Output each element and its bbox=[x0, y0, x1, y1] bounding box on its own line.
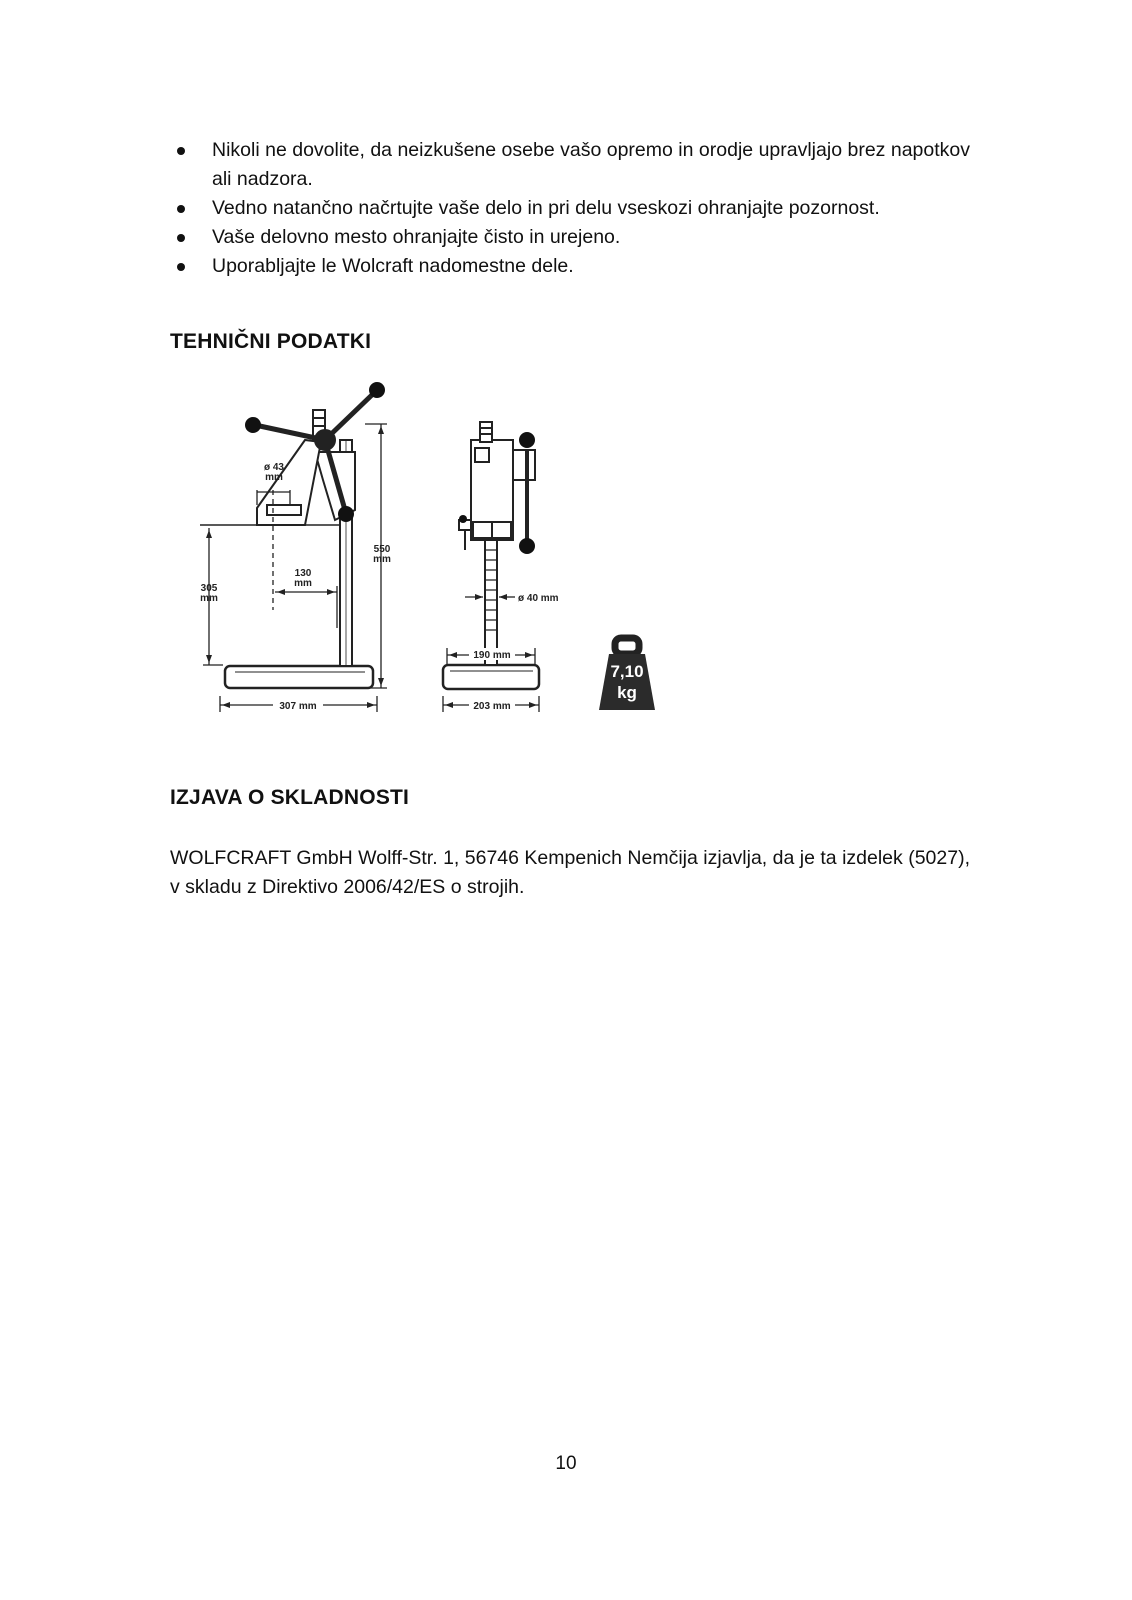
dimension-label-reach-unit: mm bbox=[294, 578, 312, 589]
bullet-item: Vaše delovno mesto ohranjajte čisto in urejeno. bbox=[170, 223, 970, 252]
dimension-label-reach: 130 bbox=[294, 568, 312, 579]
section-heading-declaration: IZJAVA O SKLADNOSTI bbox=[170, 786, 410, 809]
bullet-item: Nikoli ne dovolite, da neizkušene osebe vašo opremo in orodje upravljajo brez napotkov ali nadzora. bbox=[170, 136, 970, 194]
weight-value: 7,10 bbox=[610, 662, 644, 681]
dimension-label-column-diameter: ø 40 mm bbox=[518, 593, 559, 604]
bullet-item: Uporabljajte le Wolcraft nadomestne dele. bbox=[170, 252, 970, 281]
dimension-label-base-depth: 307 mm bbox=[279, 701, 317, 712]
weight-unit: kg bbox=[617, 683, 637, 702]
dimension-label-total-height: 550 bbox=[373, 544, 391, 555]
dimension-label-bore-unit: mm bbox=[265, 472, 283, 483]
weight-icon bbox=[599, 638, 655, 710]
dimension-label-base-inner: 190 mm bbox=[473, 650, 511, 661]
technical-drawing bbox=[195, 380, 675, 730]
dimension-label-base-width: 203 mm bbox=[473, 701, 511, 712]
bullet-item: Vedno natančno načrtujte vaše delo in pri delu vseskozi ohranjajte pozornost. bbox=[170, 194, 970, 223]
declaration-text: WOLFCRAFT GmbH Wolff-Str. 1, 56746 Kempenich Nemčija izjavlja, da je ta izdelek (5027), v skladu z Direktivo 2006/42/ES o strojih. bbox=[170, 847, 970, 898]
side-view-drawing bbox=[200, 392, 375, 688]
dimension-label-bore: ø 43 bbox=[263, 462, 285, 473]
dimension-label-total-height-unit: mm bbox=[373, 554, 391, 565]
safety-bullet-list bbox=[170, 136, 970, 281]
dimension-label-table-height: 305 bbox=[200, 583, 218, 594]
page-number: 10 bbox=[555, 1453, 577, 1474]
section-heading-technical-data: TEHNIČNI PODATKI bbox=[170, 330, 372, 353]
dimension-label-table-height-unit: mm bbox=[200, 593, 218, 604]
